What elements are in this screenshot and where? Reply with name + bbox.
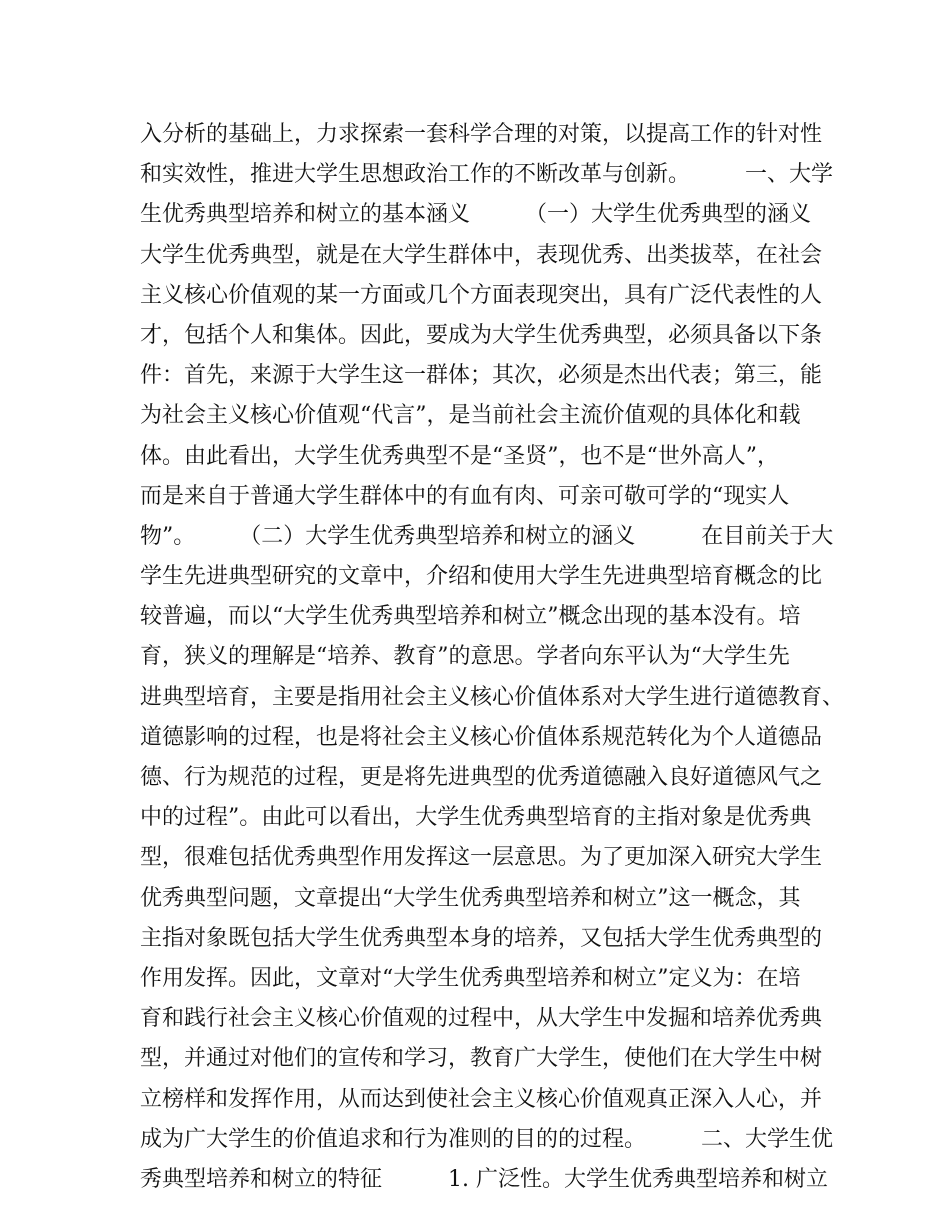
text-line: 才，包括个人和集体。因此，要成为大学生优秀典型，必须具备以下条 (140, 322, 823, 348)
text-line: 德、行为规范的过程，更是将先进典型的优秀道德融入良好道德风气之 (140, 765, 823, 790)
text-line: 而是来自于普通大学生群体中的有血有肉、可亲可敬可学的“现实人 (140, 483, 790, 509)
text-line: 大学生优秀典型，就是在大学生群体中，表现优秀、出类拔萃，在社会 (140, 242, 823, 268)
text-line: 体。由此看出，大学生优秀典型不是“圣贤”，也不是“世外高人”， (140, 443, 779, 469)
text-line: 件：首先，来源于大学生这一群体；其次，必须是杰出代表；第三，能 (140, 363, 823, 389)
text-line: 较普遍，而以“大学生优秀典型培养和树立”概念出现的基本没有。培 (140, 604, 801, 630)
text-line: 成为广大学生的价值追求和行为准则的目的的过程。 二、大学生优 (140, 1126, 834, 1152)
text-line: 优秀典型问题，文章提出“大学生优秀典型培养和树立”这一概念，其 (140, 885, 801, 911)
text-line: 入分析的基础上，力求探索一套科学合理的对策，以提高工作的针对性 (140, 122, 823, 147)
text-line: 型，并通过对他们的宣传和学习，教育广大学生，使他们在大学生中树 (140, 1046, 823, 1072)
text-line: 型，很难包括优秀典型作用发挥这一层意思。为了更加深入研究大学生 (140, 845, 823, 871)
text-line: 中的过程”。由此可以看出，大学生优秀典型培育的主指对象是优秀典 (140, 805, 812, 831)
text-line: 生优秀典型培养和树立的基本涵义 （一）大学生优秀典型的涵义 (140, 202, 812, 228)
text-line: 物”。 （二）大学生优秀典型培养和树立的涵义 在目前关于大 (140, 523, 834, 549)
text-line: 作用发挥。因此，文章对“大学生优秀典型培养和树立”定义为：在培 (140, 965, 801, 991)
text-line: 为社会主义核心价值观“代言”，是当前社会主流价值观的具体化和载 (140, 403, 801, 429)
text-line: 立榜样和发挥作用，从而达到使社会主义核心价值观真正深入人心，并 (140, 1086, 823, 1112)
text-line: 和实效性，推进大学生思想政治工作的不断改革与创新。 一、大学 (140, 162, 834, 188)
body-text (140, 115, 845, 1200)
text-line: 学生先进典型研究的文章中，介绍和使用大学生先进典型培育概念的比 (140, 564, 823, 590)
text-line: 道德影响的过程，也是将社会主义核心价值体系规范转化为个人道德品 (140, 724, 823, 750)
text-line: 育和践行社会主义核心价值观的过程中，从大学生中发掘和培养优秀典 (140, 1006, 823, 1032)
text-line: 主义核心价值观的某一方面或几个方面表现突出，具有广泛代表性的人 (140, 282, 823, 308)
text-line: 秀典型培养和树立的特征 1. 广泛性。大学生优秀典型培养和树立 (140, 1166, 828, 1192)
text-line: 进典型培育，主要是指用社会主义核心价值体系对大学生进行道德教育、 (140, 684, 845, 710)
text-line: 育，狭义的理解是“培养、教育”的意思。学者向东平认为“大学生先 (140, 644, 790, 670)
text-line: 主指对象既包括大学生优秀典型本身的培养，又包括大学生优秀典型的 (140, 925, 823, 951)
